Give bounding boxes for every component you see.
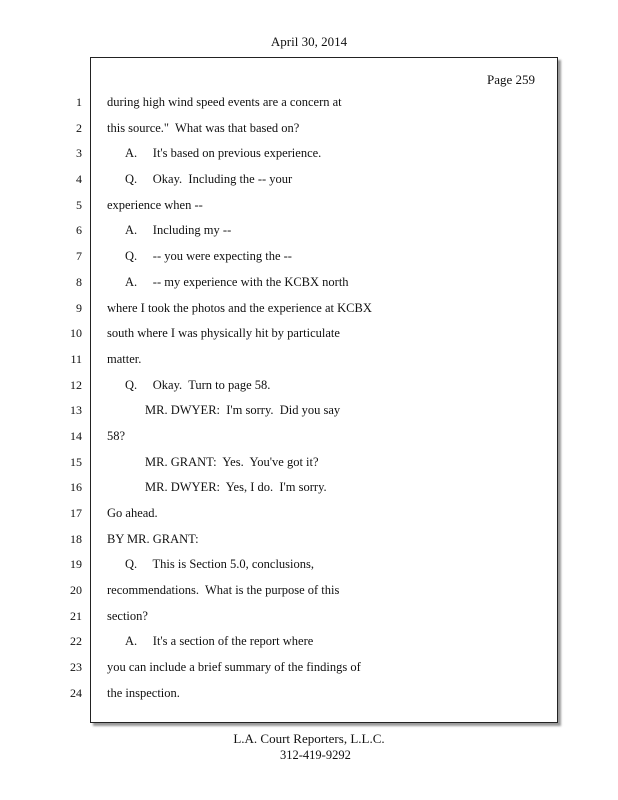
transcript-line: this source." What was that based on? (107, 120, 300, 135)
transcript-line: 58? (107, 428, 126, 443)
transcript-line: where I took the photos and the experience at KCBX (107, 300, 372, 315)
header-date: April 30, 2014 (270, 34, 348, 49)
transcript-line: Q. -- you were expecting the -- (125, 249, 292, 264)
page-number: Page 259 (486, 72, 535, 87)
line-number: 3 (76, 146, 82, 161)
transcript-line: A. It's based on previous experience. (125, 146, 322, 161)
line-number: 11 (70, 351, 82, 366)
line-number: 16 (70, 480, 82, 495)
line-number: 23 (70, 660, 82, 675)
transcript-line: Q. Okay. Including the -- your (125, 172, 293, 187)
transcript-line: the inspection. (107, 685, 180, 700)
line-number: 15 (70, 454, 82, 469)
line-number: 8 (76, 274, 82, 289)
transcript-line: A. It's a section of the report where (125, 634, 314, 649)
transcript-line: during high wind speed events are a concern at (107, 95, 342, 109)
transcript-line: matter. (107, 351, 142, 366)
footer-phone: 312-419-9292 (280, 748, 351, 762)
transcript-line: Go ahead. (107, 506, 158, 520)
line-number: 7 (76, 249, 82, 264)
transcript-line: MR. GRANT: Yes. You've got it? (145, 454, 319, 469)
transcript-line: experience when -- (107, 197, 203, 212)
line-number: 6 (76, 223, 82, 238)
line-number: 19 (70, 557, 82, 572)
transcript-line: A. -- my experience with the KCBX north (125, 274, 349, 289)
transcript-line: Q. Okay. Turn to page 58. (125, 377, 271, 392)
line-number: 21 (70, 608, 82, 623)
line-number: 12 (70, 377, 82, 392)
line-number: 9 (76, 300, 82, 315)
transcript-line: A. Including my -- (125, 223, 232, 238)
transcript-line: section? (107, 608, 148, 623)
line-number: 10 (70, 326, 82, 341)
transcript-line: recommendations. What is the purpose of this (107, 583, 340, 598)
transcript-text (107, 94, 547, 711)
line-number: 20 (70, 583, 82, 598)
transcript-line: MR. DWYER: I'm sorry. Did you say (145, 403, 341, 418)
line-number: 22 (70, 634, 82, 649)
line-number: 14 (70, 428, 82, 443)
line-number: 5 (76, 197, 82, 212)
line-number: 24 (70, 685, 82, 700)
line-number: 2 (76, 120, 82, 135)
line-number: 18 (70, 531, 82, 546)
transcript-line: you can include a brief summary of the findings of (107, 660, 361, 675)
transcript-line: BY MR. GRANT: (107, 531, 199, 546)
line-number: 4 (76, 172, 82, 187)
line-number-column (60, 94, 82, 711)
footer-company: L.A. Court Reporters, L.L.C. (233, 731, 385, 746)
transcript-line: Q. This is Section 5.0, conclusions, (125, 557, 315, 572)
transcript-line: south where I was physically hit by particulate (107, 326, 340, 341)
line-number: 17 (70, 506, 82, 520)
line-number: 1 (76, 95, 82, 109)
transcript-line: MR. DWYER: Yes, I do. I'm sorry. (145, 480, 327, 495)
line-number: 13 (70, 403, 82, 418)
